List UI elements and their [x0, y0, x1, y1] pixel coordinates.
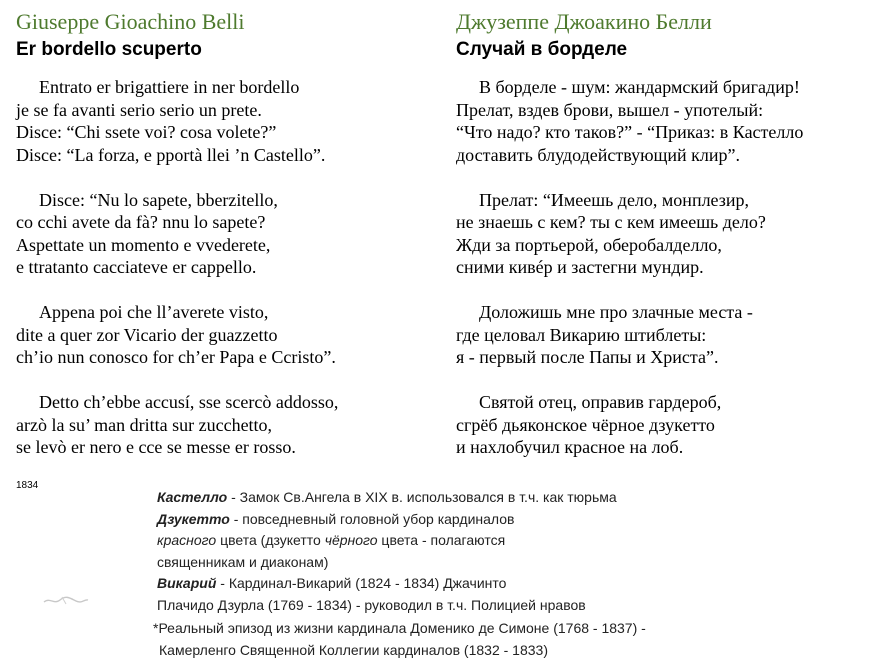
year-label: 1834 [16, 480, 39, 491]
verse-line: я - первый после Папы и Христа”. [456, 347, 719, 367]
poem-title-translation: Случай в борделе [456, 39, 628, 60]
verse-line: Entrato er brigattiere in ner bordello [39, 77, 300, 97]
signature-mark [42, 593, 90, 607]
verse-line: Disce: “Nu lo sapete, bberzitello, [39, 189, 278, 210]
footnote-cont: Камерленго Священной Коллегии кардиналов (1832 - 1833) [159, 641, 548, 658]
verse-line: Доложишь мне про злачные места - [479, 302, 753, 322]
stanza [16, 189, 436, 279]
stanza [456, 391, 881, 459]
verse-line: и нахлобучил красное на лоб. [456, 437, 684, 457]
verse-line: co cchi avete da fà? nnu lo sapete? [16, 212, 266, 232]
verse-line: где целовал Викарию штиблеты: [456, 324, 707, 345]
note-zucchetto-cont: священникам и диаконам) [157, 553, 329, 570]
verse-line: se levò er nero e cce se messe er rosso. [16, 437, 296, 457]
note-vicar [153, 573, 873, 595]
verse-line: e ttratanto cacciateve er cappello. [16, 257, 257, 277]
verse-line: Disce: “Chi ssete voi? cosa volete?” [16, 122, 277, 142]
note-text: - повседневный головной убор кардиналов [229, 510, 515, 527]
note-text: цвета (дзукетто [216, 532, 325, 548]
poem-title-original: Er bordello scuperto [16, 39, 202, 60]
author-name-original: Giuseppe Gioachino Belli [16, 9, 245, 34]
footnote: *Реальный эпизод из жизни кардинала Доменико де Симоне (1768 - 1837) - [153, 620, 646, 636]
verse-line: доставить блудодействующий клир”. [456, 144, 741, 165]
verse-line: “Что надо? кто таков?” - “Приказ: в Кастелло [456, 122, 804, 142]
verse-line: сними кивéр и застегни мундир. [456, 257, 704, 277]
stanza [16, 301, 436, 369]
note-term: Кастелло [157, 489, 228, 505]
note-text: - Замок Св.Ангела в XIX в. использовался в т.ч. как тюрьма [227, 489, 617, 505]
note-castello [153, 487, 873, 509]
note-text: - Кардинал-Викарий (1824 - 1834) Джачинто [216, 575, 507, 591]
note-emphasis: чёрного [324, 532, 378, 548]
stanza [16, 391, 436, 459]
note-term: Дзукетто [157, 510, 230, 527]
note-term: Викарий [157, 575, 217, 591]
note-zucchetto-cont [153, 530, 873, 552]
verse-line: В борделе - шум: жандармский бригадир! [479, 77, 800, 97]
note-zucchetto [153, 509, 873, 531]
verse-line: Disce: “La forza, e pportà llei ’n Castello”. [16, 144, 326, 165]
author-name-translation: Джузеппе Джоакино Белли [456, 9, 712, 34]
verse-line: Aspettate un momento e vvederete, [16, 234, 271, 255]
verse-line: Святой отец, оправив гардероб, [479, 392, 722, 412]
poem-translation [456, 6, 881, 481]
verse-line: Detto ch’ebbe accusí, sse scercò addosso, [39, 392, 339, 412]
verse-line: ch’io nun conosco for ch’er Papa e Ccristo”. [16, 347, 336, 367]
verse-line: je se fa avanti serio serio un prete. [16, 99, 262, 120]
note-emphasis: красного [157, 532, 217, 548]
verse-line: Прелат, вздев брови, вышел - употелый: [456, 99, 764, 120]
glossary-notes [153, 487, 873, 661]
stanza [16, 76, 436, 166]
note-vicar-cont: Плачидо Дзурла (1769 - 1834) - руководил в т.ч. Полицией нравов [157, 596, 586, 613]
verse-line: arzò la su’ man dritta sur zucchetto, [16, 414, 273, 435]
stanza [456, 76, 881, 166]
note-text: цвета - полагаются [377, 532, 506, 548]
verse-line: Appena poi che ll’averete visto, [39, 302, 269, 322]
stanza [456, 301, 881, 369]
poem-original [16, 6, 436, 481]
verse-line: не знаешь с кем? ты с кем имеешь дело? [456, 212, 766, 232]
stanza [456, 189, 881, 279]
verse-line: Жди за портьерой, оберобалделло, [456, 234, 722, 255]
verse-line: сгрёб дьяконское чёрное дзукетто [456, 414, 715, 435]
verse-line: Прелат: “Имеешь дело, монплезир, [479, 189, 750, 210]
verse-line: dite a quer zor Vicario der guazzetto [16, 324, 278, 345]
